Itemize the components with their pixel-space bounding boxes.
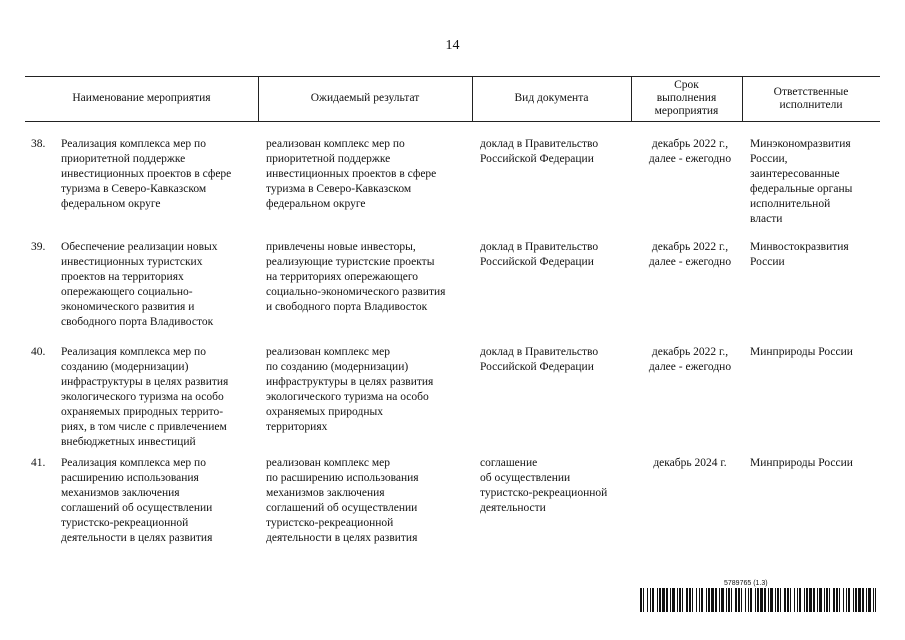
header-event-name: Наименование мероприятия — [72, 92, 211, 104]
executors: Минприроды России — [750, 457, 853, 469]
expected-result: реализован комплекс мер по созданию (модернизации) инфраструктуры в целях развития экологического туризма на особо охраняемых природных территориях — [266, 346, 434, 433]
document-type: соглашение об осуществлении туристско-рекреационной деятельности — [480, 457, 608, 514]
deadline: декабрь 2024 г. — [653, 457, 727, 469]
header-document-type: Вид документа — [514, 92, 589, 104]
row-number: 40. — [31, 346, 46, 358]
row-number: 39. — [31, 241, 46, 253]
executors: Минэкономразвития России, заинтересованные федеральные органы исполнительной власти — [750, 138, 853, 225]
page-number: 14 — [445, 38, 460, 53]
document-type: доклад в Правительство Российской Федерации — [480, 138, 599, 165]
event-name: Реализация комплекса мер по расширению использования механизмов заключения соглашений об осуществлении туристско-рекреационной деятельности в целях развития — [61, 457, 213, 544]
barcode-label: 5789765 (1.3) — [724, 580, 768, 587]
barcode — [640, 588, 876, 612]
document-type: доклад в Правительство Российской Федерации — [480, 346, 599, 373]
deadline: декабрь 2022 г., далее - ежегодно — [648, 241, 732, 268]
executors: Минприроды России — [750, 346, 853, 358]
header-expected-result: Ожидаемый результат — [310, 92, 420, 104]
header-executors: Ответственные исполнители — [773, 85, 849, 111]
deadline: декабрь 2022 г., далее - ежегодно — [648, 346, 732, 373]
event-name: Обеспечение реализации новых инвестиционных туристских проектов на территориях опережающего социально- экономического развития и свободного порта Владивосток — [61, 241, 218, 328]
expected-result: привлечены новые инвесторы, реализующие туристские проекты на территориях опережающего социально-экономического развития и свободного порта Владивосток — [266, 241, 446, 313]
executors: Минвостокразвития России — [750, 241, 849, 268]
event-name: Реализация комплекса мер по созданию (модернизации) инфраструктуры в целях развития экологического туризма на особо охраняемых природных террито- риях, в том числе с привлечением внебюджетных инвестиций — [61, 346, 229, 448]
row-number: 38. — [31, 138, 46, 150]
document-type: доклад в Правительство Российской Федерации — [480, 241, 599, 268]
header-deadline: Срок выполнения мероприятия — [654, 79, 719, 117]
event-name: Реализация комплекса мер по приоритетной поддержке инвестиционных проектов в сфере туризма в Северо-Кавказском федеральном округе — [61, 138, 232, 210]
expected-result: реализован комплекс мер по приоритетной поддержке инвестиционных проектов в сфере туризма в Северо-Кавказском федеральном округе — [266, 138, 437, 210]
row-number: 41. — [31, 457, 46, 469]
deadline: декабрь 2022 г., далее - ежегодно — [648, 138, 732, 165]
expected-result: реализован комплекс мер по расширению использования механизмов заключения соглашений об осуществлении туристско-рекреационной деятельности в целях развития — [266, 457, 419, 544]
table-header-bottom-rule — [25, 121, 880, 122]
